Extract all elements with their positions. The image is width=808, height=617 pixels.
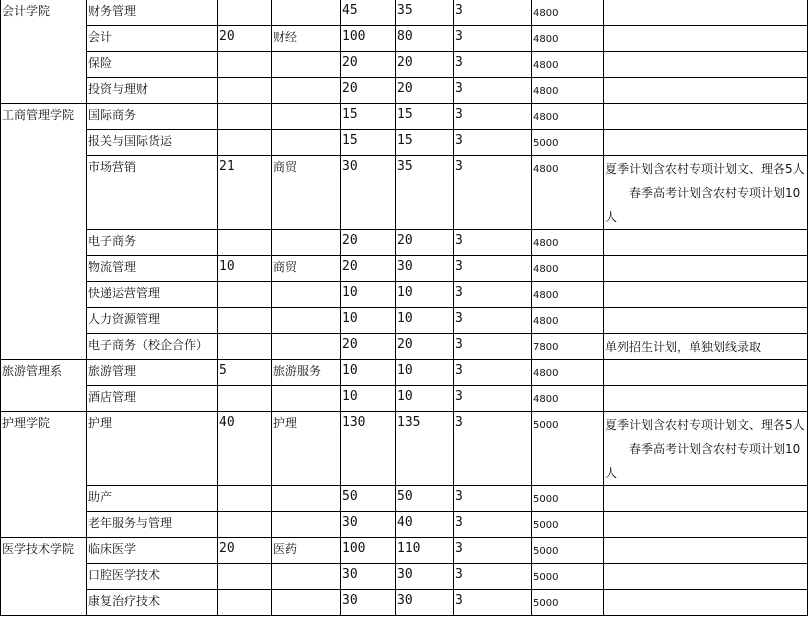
fee-cell: 4800 [532, 52, 604, 78]
note-cell [604, 0, 808, 26]
table-row [1, 334, 808, 360]
col5-cell: 10 [341, 282, 396, 308]
col4-cell [272, 386, 341, 412]
table-row [1, 230, 808, 256]
col4-cell [272, 590, 341, 616]
col3-cell [218, 334, 272, 360]
col7-cell: 3 [454, 282, 532, 308]
col6-cell: 30 [396, 256, 454, 282]
note-cell [604, 308, 808, 334]
fee-cell: 4800 [532, 78, 604, 104]
table-row [1, 590, 808, 616]
col4-cell [272, 52, 341, 78]
col6-cell: 20 [396, 230, 454, 256]
col6-cell: 10 [396, 282, 454, 308]
table-row [1, 130, 808, 156]
fee-cell: 5000 [532, 590, 604, 616]
note-cell [604, 486, 808, 512]
major-cell: 保险 [87, 52, 218, 78]
col3-cell [218, 130, 272, 156]
dept-cell: 医学技术学院 [1, 538, 87, 616]
col7-cell: 3 [454, 256, 532, 282]
note-cell [604, 590, 808, 616]
col4-cell: 商贸 [272, 256, 341, 282]
table-row [1, 360, 808, 386]
col5-cell: 10 [341, 308, 396, 334]
col6-cell: 10 [396, 386, 454, 412]
col6-cell: 35 [396, 0, 454, 26]
col7-cell: 3 [454, 130, 532, 156]
col7-cell: 3 [454, 412, 532, 486]
note-cell: 单列招生计划，单独划线录取 [604, 334, 808, 360]
fee-cell: 5000 [532, 538, 604, 564]
major-cell: 快递运营管理 [87, 282, 218, 308]
major-cell: 口腔医学技术 [87, 564, 218, 590]
col4-cell [272, 282, 341, 308]
col3-cell [218, 230, 272, 256]
table-row [1, 256, 808, 282]
major-cell: 电子商务 [87, 230, 218, 256]
col4-cell [272, 230, 341, 256]
col4-cell: 财经 [272, 26, 341, 52]
major-cell: 市场营销 [87, 156, 218, 230]
dept-cell: 会计学院 [1, 0, 87, 104]
major-cell: 电子商务（校企合作） [87, 334, 218, 360]
col3-cell: 40 [218, 412, 272, 486]
col6-cell: 20 [396, 334, 454, 360]
col4-cell [272, 0, 341, 26]
col3-cell: 20 [218, 26, 272, 52]
major-cell: 临床医学 [87, 538, 218, 564]
note-line-2: 春季高考计划含农村专项计划10人 [605, 442, 801, 480]
col7-cell: 3 [454, 104, 532, 130]
note-cell [604, 512, 808, 538]
col3-cell [218, 564, 272, 590]
col4-cell [272, 78, 341, 104]
table-row [1, 512, 808, 538]
col5-cell: 45 [341, 0, 396, 26]
col7-cell: 3 [454, 334, 532, 360]
major-cell: 人力资源管理 [87, 308, 218, 334]
col7-cell: 3 [454, 156, 532, 230]
col5-cell: 15 [341, 104, 396, 130]
col7-cell: 3 [454, 386, 532, 412]
col6-cell: 15 [396, 130, 454, 156]
fee-cell: 4800 [532, 282, 604, 308]
col5-cell: 20 [341, 256, 396, 282]
table-row [1, 412, 808, 486]
col7-cell: 3 [454, 486, 532, 512]
col5-cell: 100 [341, 538, 396, 564]
dept-cell: 护理学院 [1, 412, 87, 538]
col5-cell: 20 [341, 78, 396, 104]
note-cell [604, 386, 808, 412]
col3-cell [218, 308, 272, 334]
table-row [1, 538, 808, 564]
table-row [1, 26, 808, 52]
col7-cell: 3 [454, 564, 532, 590]
col4-cell [272, 104, 341, 130]
note-cell [604, 256, 808, 282]
col6-cell: 20 [396, 52, 454, 78]
note-cell [604, 360, 808, 386]
col6-cell: 30 [396, 590, 454, 616]
col4-cell [272, 130, 341, 156]
fee-cell: 4800 [532, 256, 604, 282]
fee-cell: 4800 [532, 308, 604, 334]
col4-cell: 旅游服务 [272, 360, 341, 386]
col7-cell: 3 [454, 590, 532, 616]
col3-cell [218, 104, 272, 130]
note-cell [604, 538, 808, 564]
col4-cell [272, 512, 341, 538]
col6-cell: 15 [396, 104, 454, 130]
note-cell [604, 156, 808, 230]
fee-cell: 5000 [532, 486, 604, 512]
col4-cell [272, 308, 341, 334]
fee-cell: 5000 [532, 130, 604, 156]
major-cell: 会计 [87, 26, 218, 52]
col5-cell: 30 [341, 156, 396, 230]
col6-cell: 10 [396, 360, 454, 386]
col7-cell: 3 [454, 230, 532, 256]
col5-cell: 130 [341, 412, 396, 486]
note-cell [604, 78, 808, 104]
col5-cell: 20 [341, 334, 396, 360]
dept-cell: 工商管理学院 [1, 104, 87, 360]
col7-cell: 3 [454, 26, 532, 52]
fee-cell: 4800 [532, 230, 604, 256]
col6-cell: 20 [396, 78, 454, 104]
col7-cell: 3 [454, 0, 532, 26]
col7-cell: 3 [454, 52, 532, 78]
col6-cell: 135 [396, 412, 454, 486]
col5-cell: 30 [341, 564, 396, 590]
col3-cell: 10 [218, 256, 272, 282]
col6-cell: 50 [396, 486, 454, 512]
col3-cell [218, 78, 272, 104]
note-cell [604, 230, 808, 256]
table-row [1, 52, 808, 78]
note-cell [604, 104, 808, 130]
table-row [1, 564, 808, 590]
col5-cell: 10 [341, 360, 396, 386]
fee-cell: 4800 [532, 104, 604, 130]
major-cell: 康复治疗技术 [87, 590, 218, 616]
col3-cell [218, 282, 272, 308]
col3-cell [218, 386, 272, 412]
col4-cell: 商贸 [272, 156, 341, 230]
major-cell: 助产 [87, 486, 218, 512]
table-row [1, 78, 808, 104]
note-cell [604, 26, 808, 52]
col5-cell: 15 [341, 130, 396, 156]
col3-cell [218, 486, 272, 512]
col3-cell [218, 512, 272, 538]
col6-cell: 35 [396, 156, 454, 230]
col6-cell: 40 [396, 512, 454, 538]
col6-cell: 10 [396, 308, 454, 334]
fee-cell: 4800 [532, 156, 604, 230]
table-row [1, 156, 808, 230]
col5-cell: 30 [341, 590, 396, 616]
note-line-2: 春季高考计划含农村专项计划10人 [605, 186, 801, 224]
col7-cell: 3 [454, 360, 532, 386]
table-row [1, 486, 808, 512]
col3-cell [218, 52, 272, 78]
table-row [1, 282, 808, 308]
table-row [1, 386, 808, 412]
major-cell: 酒店管理 [87, 386, 218, 412]
col5-cell: 10 [341, 386, 396, 412]
table-row [1, 0, 808, 26]
fee-cell: 4800 [532, 386, 604, 412]
col4-cell [272, 564, 341, 590]
fee-cell: 4800 [532, 26, 604, 52]
col5-cell: 20 [341, 52, 396, 78]
note-cell [604, 564, 808, 590]
col7-cell: 3 [454, 538, 532, 564]
col4-cell [272, 486, 341, 512]
col3-cell: 5 [218, 360, 272, 386]
note-line-1: 夏季计划含农村专项计划文、理各5人 [605, 162, 805, 176]
note-cell [604, 282, 808, 308]
table-row [1, 104, 808, 130]
col7-cell: 3 [454, 308, 532, 334]
note-cell [604, 52, 808, 78]
col4-cell: 医药 [272, 538, 341, 564]
col5-cell: 100 [341, 26, 396, 52]
major-cell: 财务管理 [87, 0, 218, 26]
fee-cell: 5000 [532, 512, 604, 538]
fee-cell: 5000 [532, 564, 604, 590]
dept-cell: 旅游管理系 [1, 360, 87, 412]
fee-cell: 7800 [532, 334, 604, 360]
note-cell [604, 130, 808, 156]
col6-cell: 110 [396, 538, 454, 564]
major-cell: 老年服务与管理 [87, 512, 218, 538]
major-cell: 国际商务 [87, 104, 218, 130]
col3-cell [218, 590, 272, 616]
col5-cell: 20 [341, 230, 396, 256]
col7-cell: 3 [454, 78, 532, 104]
col5-cell: 50 [341, 486, 396, 512]
col6-cell: 30 [396, 564, 454, 590]
col5-cell: 30 [341, 512, 396, 538]
col3-cell [218, 0, 272, 26]
fee-cell: 4800 [532, 360, 604, 386]
table-row [1, 308, 808, 334]
fee-cell: 5000 [532, 412, 604, 486]
note-line-1: 夏季计划含农村专项计划文、理各5人 [605, 418, 805, 432]
col3-cell: 21 [218, 156, 272, 230]
major-cell: 护理 [87, 412, 218, 486]
col7-cell: 3 [454, 512, 532, 538]
col4-cell: 护理 [272, 412, 341, 486]
major-cell: 物流管理 [87, 256, 218, 282]
major-cell: 投资与理财 [87, 78, 218, 104]
col6-cell: 80 [396, 26, 454, 52]
major-cell: 报关与国际货运 [87, 130, 218, 156]
col3-cell: 20 [218, 538, 272, 564]
col4-cell [272, 334, 341, 360]
major-cell: 旅游管理 [87, 360, 218, 386]
note-cell [604, 412, 808, 486]
fee-cell: 4800 [532, 0, 604, 26]
